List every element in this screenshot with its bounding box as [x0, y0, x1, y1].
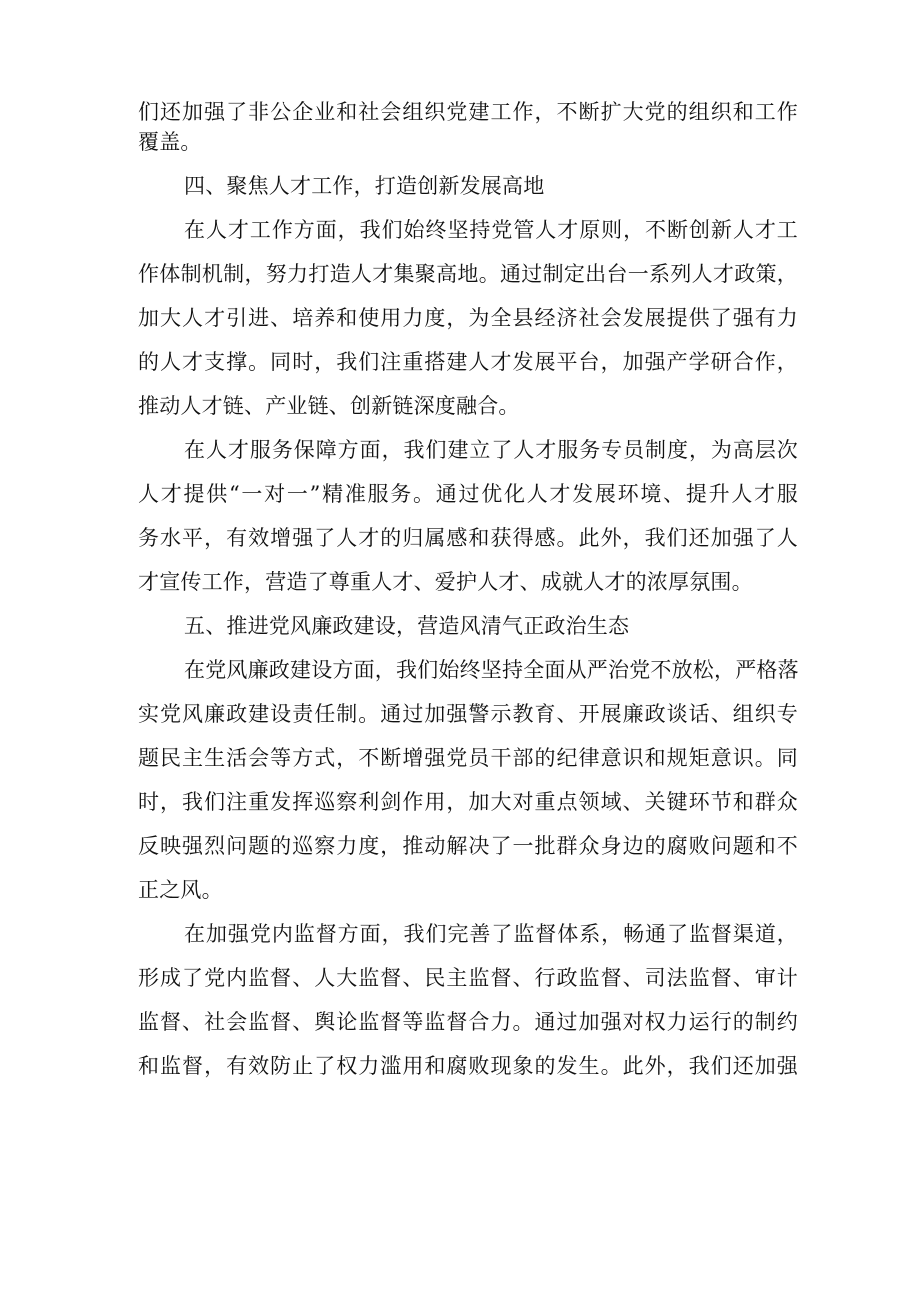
section-heading: 四、聚焦人才工作，打造创新发展高地	[184, 174, 545, 198]
text-line: 在加强党内监督方面，我们完善了监督体系，畅通了监督渠道，	[184, 922, 798, 946]
text-line: 形成了党内监督、人大监督、民主监督、行政监督、司法监督、审计	[138, 966, 798, 990]
text-line: 覆盖。	[138, 130, 202, 154]
text-line: 时，我们注重发挥巡察利剑作用，加大对重点领域、关键环节和群众	[138, 790, 798, 814]
text-line: 务水平，有效增强了人才的归属感和获得感。此外，我们还加强了人	[138, 526, 798, 550]
text-line: 作体制机制，努力打造人才集聚高地。通过制定出台一系列人才政策，	[138, 262, 798, 286]
text-line: 题民主生活会等方式，不断增强党员干部的纪律意识和规矩意识。同	[138, 746, 798, 770]
text-line: 正之风。	[138, 878, 223, 902]
text-line: 在人才工作方面，我们始终坚持党管人才原则，不断创新人才工	[184, 218, 798, 242]
text-line: 的人才支撑。同时，我们注重搭建人才发展平台，加强产学研合作，	[138, 350, 798, 374]
text-line: 人才提供“一对一”精准服务。通过优化人才发展环境、提升人才服	[138, 482, 798, 506]
text-line: 在人才服务保障方面，我们建立了人才服务专员制度，为高层次	[184, 438, 798, 462]
text-line: 加大人才引进、培养和使用力度，为全县经济社会发展提供了强有力	[138, 306, 798, 330]
text-line: 实党风廉政建设责任制。通过加强警示教育、开展廉政谈话、组织专	[138, 702, 798, 726]
text-line: 才宣传工作，营造了尊重人才、爱护人才、成就人才的浓厚氛围。	[138, 570, 753, 594]
text-line: 们还加强了非公企业和社会组织党建工作，不断扩大党的组织和工作	[138, 100, 798, 124]
text-line: 推动人才链、产业链、创新链深度融合。	[138, 394, 520, 418]
text-line: 监督、社会监督、舆论监督等监督合力。通过加强对权力运行的制约	[138, 1010, 798, 1034]
text-line: 在党风廉政建设方面，我们始终坚持全面从严治党不放松，严格落	[184, 658, 799, 682]
text-line: 和监督，有效防止了权力滥用和腐败现象的发生。此外，我们还加强	[138, 1054, 798, 1078]
text-line: 反映强烈问题的巡察力度，推动解决了一批群众身边的腐败问题和不	[138, 834, 798, 858]
section-heading: 五、推进党风廉政建设，营造风清气正政治生态	[184, 614, 630, 638]
document-body	[138, 102, 798, 1078]
